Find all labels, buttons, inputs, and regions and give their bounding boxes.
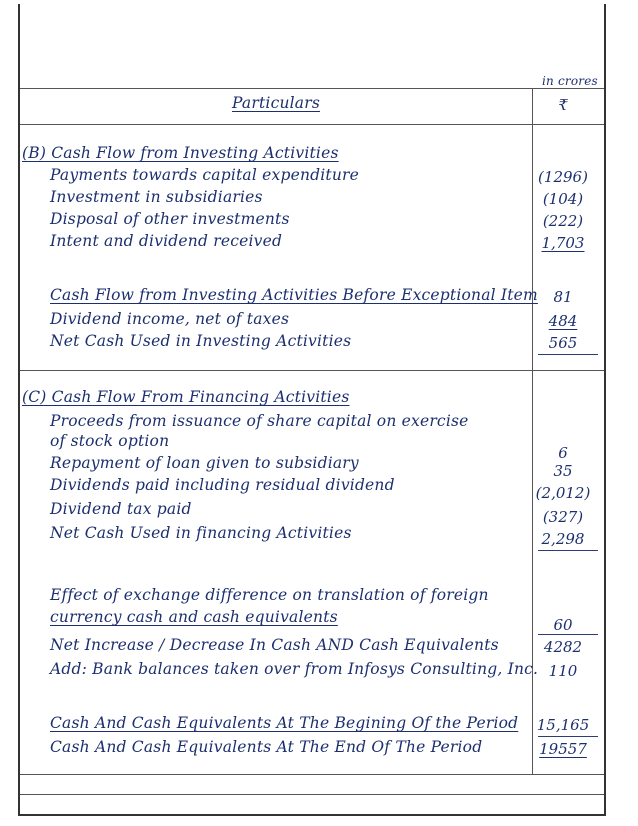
section-b-amount: (104)	[542, 190, 584, 208]
section-c-amount: (2,012)	[535, 484, 591, 502]
section-c-amount: (327)	[542, 508, 584, 526]
effect-row: currency cash and cash equivalents	[50, 608, 338, 626]
section-b-amount: (1296)	[538, 168, 588, 186]
particulars-heading: Particulars	[232, 94, 320, 112]
section-c-row: of stock option	[50, 432, 170, 450]
section-b-row: Disposal of other investments	[50, 210, 290, 228]
section-b-amount: 1,703	[541, 234, 585, 252]
total-rule	[538, 550, 598, 551]
section-b-row: Payments towards capital expenditure	[50, 166, 359, 184]
section-b-subtotal-amount: 565	[548, 334, 578, 352]
effect-amount: 60	[553, 616, 573, 634]
net-increase-amount: 4282	[543, 638, 583, 656]
total-rule	[538, 354, 598, 355]
section-c-row: Repayment of loan given to subsidiary	[50, 454, 359, 472]
section-c-amount: 6	[558, 444, 568, 462]
section-c-row: Dividend tax paid	[50, 500, 192, 518]
section-b-subtotal-row: Dividend income, net of taxes	[50, 310, 290, 328]
effect-row: Effect of exchange difference on translation of foreign	[50, 586, 489, 604]
section-c-title: (C) Cash Flow From Financing Activities	[22, 388, 350, 406]
opening-balance-row: Cash And Cash Equivalents At The Begining Of the Period	[50, 714, 519, 732]
section-b-row: Intent and dividend received	[50, 232, 283, 250]
section-c-amount: 2,298	[541, 530, 585, 548]
section-b-subtotal-row: Cash Flow from Investing Activities Before Exceptional Item	[50, 286, 538, 304]
total-rule	[538, 634, 598, 635]
opening-balance-amount: 15,165	[536, 716, 590, 734]
footer-rule	[20, 774, 604, 775]
bank-balances-amount: 110	[548, 662, 578, 680]
total-rule	[538, 736, 598, 737]
section-c-amount: 35	[553, 462, 573, 480]
section-b-amount: (222)	[542, 212, 584, 230]
section-c-row: Dividends paid including residual dividend	[50, 476, 395, 494]
bank-balances-row: Add: Bank balances taken over from Infosys Consulting, Inc.	[50, 660, 539, 678]
currency-symbol: ₹	[558, 96, 568, 114]
section-divider	[20, 370, 604, 371]
section-b-subtotal-amount: 484	[548, 312, 578, 330]
section-c-row: Net Cash Used in financing Activities	[50, 524, 352, 542]
section-b-subtotal-row: Net Cash Used in Investing Activities	[50, 332, 352, 350]
closing-balance-amount: 19557	[539, 740, 587, 758]
section-b-subtotal-amount: 81	[553, 288, 573, 306]
header-top-rule	[20, 88, 604, 89]
section-c-row: Proceeds from issuance of share capital on exercise	[50, 412, 469, 430]
net-increase-row: Net Increase / Decrease In Cash AND Cash Equivalents	[50, 636, 499, 654]
section-b-title: (B) Cash Flow from Investing Activities	[22, 144, 339, 162]
cash-flow-sheet	[18, 4, 606, 816]
header-bottom-rule	[20, 124, 604, 125]
section-b-row: Investment in subsidiaries	[50, 188, 263, 206]
unit-note: in crores	[542, 74, 598, 88]
footer-rule	[20, 794, 604, 795]
closing-balance-row: Cash And Cash Equivalents At The End Of The Period	[50, 738, 483, 756]
